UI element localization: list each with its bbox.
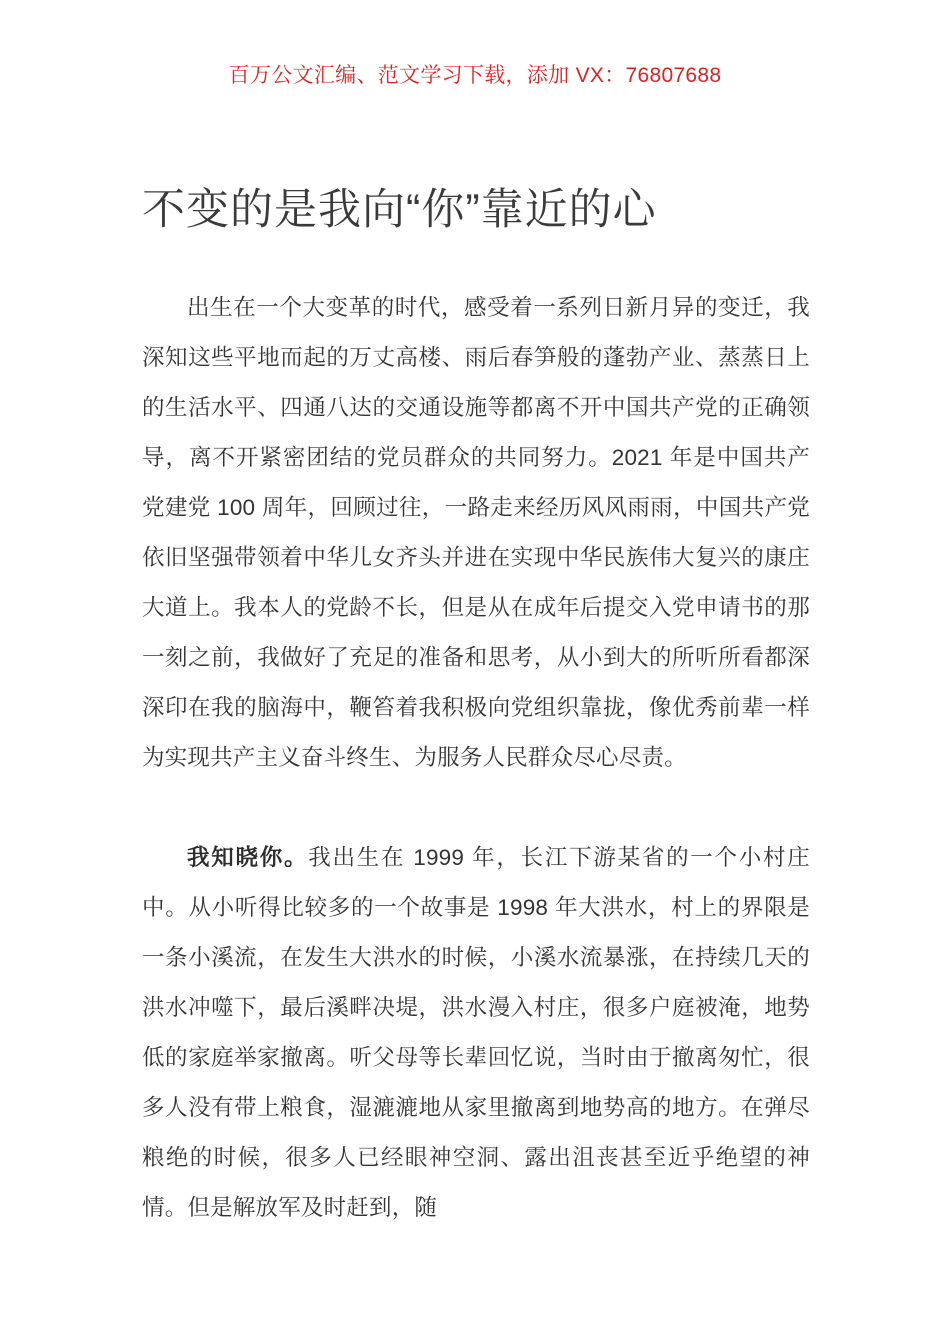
promo-watermark-header: 百万公文汇编、范文学习下载，添加 VX：76807688 <box>228 64 722 87</box>
body-paragraph-2 <box>142 833 810 1233</box>
paragraph-1-text: 出生在一个大变革的时代，感受着一系列日新月异的变迁，我深知这些平地而起的万丈高楼、雨后春笋般的蓬勃产业、蒸蒸日上的生活水平、四通八达的交通设施等都离不开中国共产党的正确领导，离不开紧密团结的党员群众的共同努力。2021 年是中国共产党建党 100 周年，回顾过往，一路走来经历风风雨雨，中国共产党依旧坚强带领着中华儿女齐头并进在实现中华民族伟大复兴的康庄大道上。我本人的党龄不长，但是从在成年后提交入党申请书的那一刻之前，我做好了充足的准备和思考，从小到大的所听所看都深深印在我的脑海中，鞭笞着我积极向党组织靠拢，像优秀前辈一样为实现共产主义奋斗终生、为服务人民群众尽心尽责。 <box>142 295 810 770</box>
paragraph-2-text: 我出生在 1999 年，长江下游某省的一个小村庄中。从小听得比较多的一个故事是 1998 年大洪水，村上的界限是一条小溪流，在发生大洪水的时候，小溪水流暴涨，在持续几天的洪水冲噬下，最后溪畔决堤，洪水漫入村庄，很多户庭被淹，地势低的家庭举家撤离。听父母等长辈回忆说，当时由于撤离匆忙，很多人没有带上粮食，湿漉漉地从家里撤离到地势高的地方。在弹尽粮绝的时候，很多人已经眼神空洞、露出沮丧甚至近乎绝望的神情。但是解放军及时赶到，随 <box>142 845 810 1220</box>
paragraph-2-lead-bold: 我知晓你。 <box>187 845 309 870</box>
document-body <box>142 283 810 1233</box>
body-paragraph-1 <box>142 283 810 783</box>
document-title: 不变的是我向“你”靠近的心 <box>142 185 657 234</box>
